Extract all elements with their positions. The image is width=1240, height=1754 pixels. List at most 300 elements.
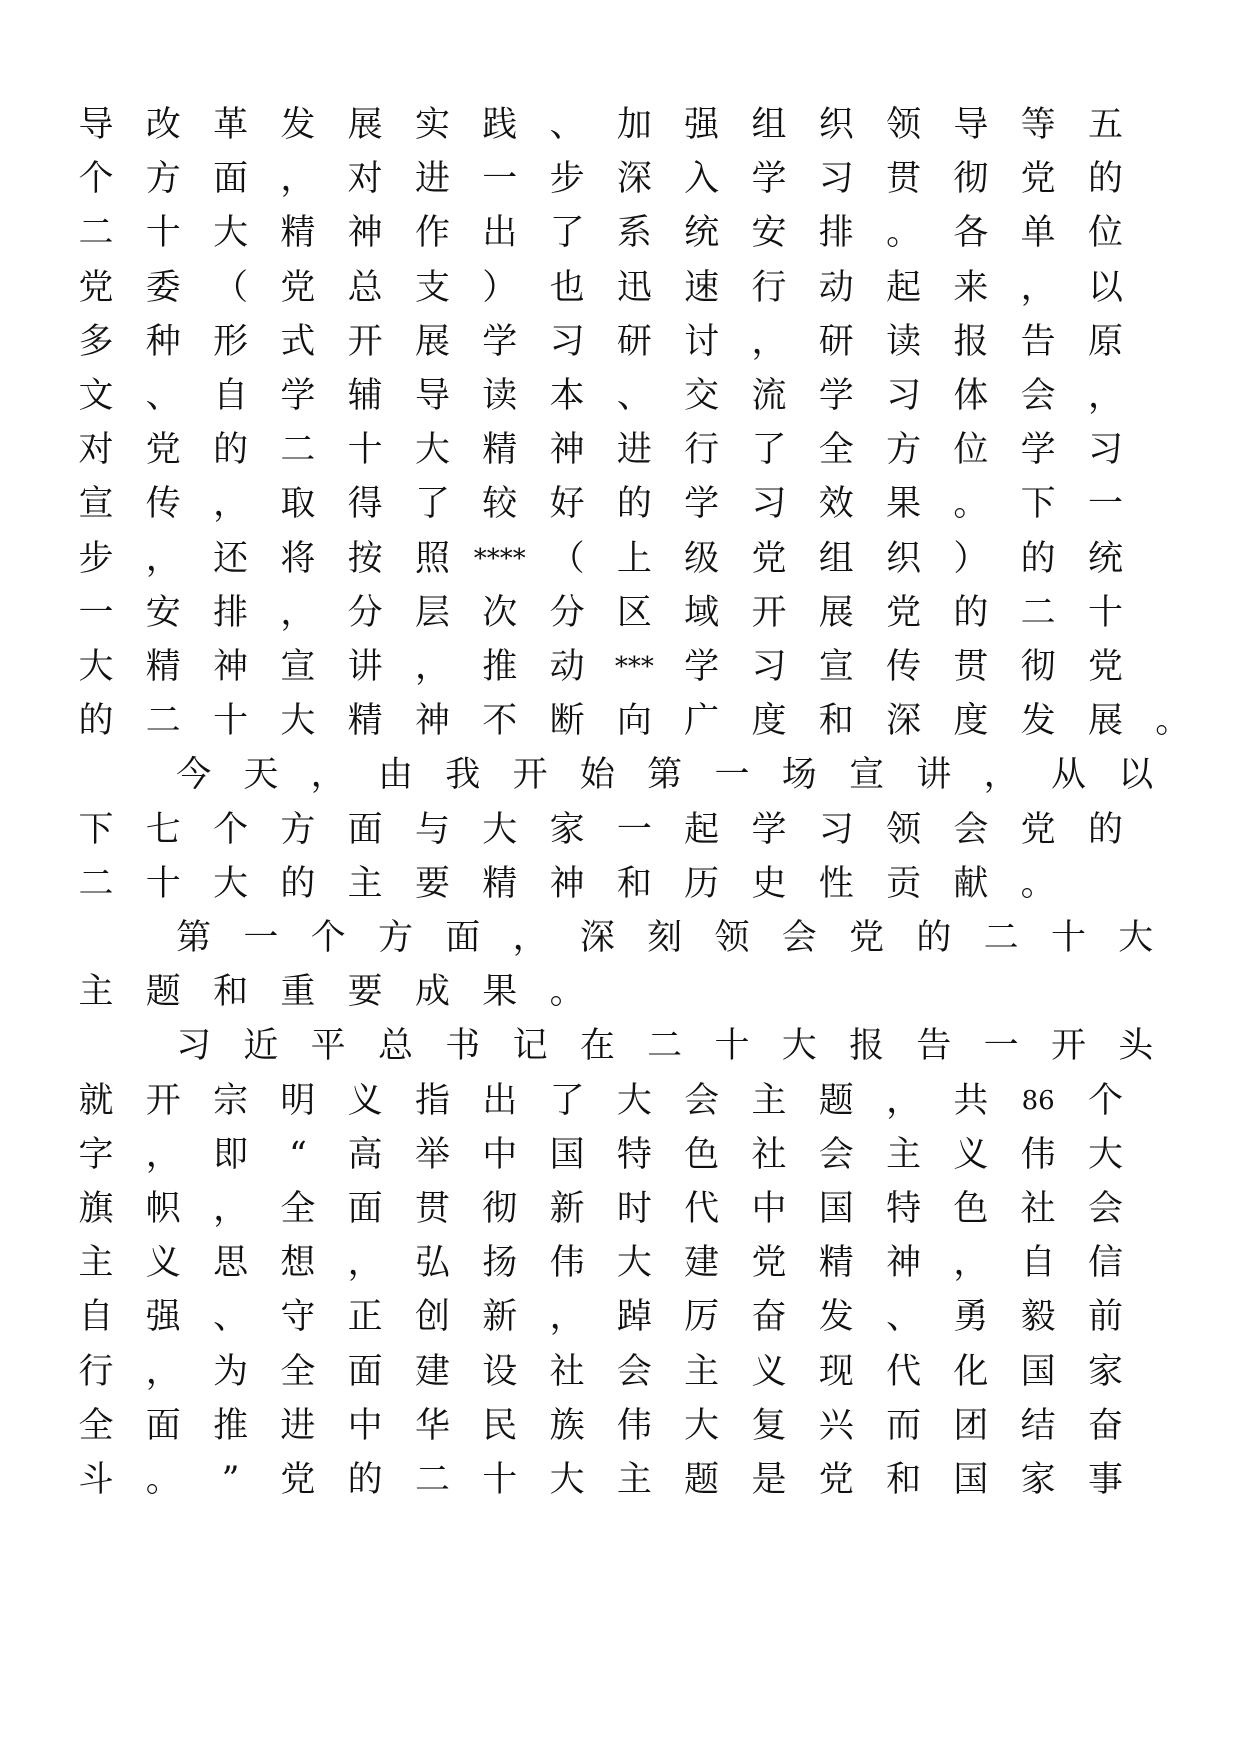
text-line [0,1342,1240,1402]
character: 级 [684,538,720,579]
character: 神 [886,1243,922,1284]
character: 奋 [1087,1405,1123,1446]
character: 代 [684,1189,720,1229]
character: 断 [549,701,585,742]
text-line [0,1071,1240,1131]
character: 。 [1155,701,1191,742]
character: 面 [145,1405,181,1446]
character: 复 [751,1405,787,1446]
character: 伟 [549,1243,585,1284]
text-line [0,800,1240,860]
character: 主 [78,972,114,1013]
text-line [0,1179,1240,1239]
character: 体 [953,376,989,416]
character: 色 [684,1134,720,1175]
character: 作 [414,213,450,254]
character: 领 [886,105,922,145]
character: 党 [751,538,787,579]
character: 党 [849,918,885,958]
character: 了 [414,484,450,525]
character: 彻 [953,159,989,200]
character: 告 [916,1026,952,1067]
character: 今 [176,755,212,796]
character: 字 [78,1134,114,1175]
character: 习 [751,647,787,687]
character: 五 [1087,105,1123,145]
character: 学 [684,484,720,525]
character: ， [145,1351,181,1392]
text-line [0,1125,1240,1185]
character: 等 [1020,105,1056,145]
character: 二 [647,1026,683,1067]
character: 主 [347,863,383,904]
character: 报 [849,1026,885,1067]
character: 入 [684,159,720,200]
character: 建 [414,1351,450,1392]
character: ， [886,1080,922,1121]
character: 支 [414,267,450,308]
character: 实 [414,105,450,145]
text-line [0,312,1240,372]
character: 传 [145,484,181,525]
character: 组 [818,538,854,579]
character: 来 [953,267,989,308]
character: ， [751,321,787,362]
character: 社 [1020,1189,1056,1229]
character: 中 [482,1134,518,1175]
character: 织 [818,105,854,145]
character: 明 [280,1080,316,1121]
character: 学 [751,159,787,200]
character: 流 [751,376,787,416]
character: 式 [280,321,316,362]
character: 第 [647,755,683,796]
character: 位 [1087,213,1123,254]
character: 开 [347,321,383,362]
text-line [0,962,1240,1022]
character: 出 [482,1080,518,1121]
character: 主 [616,1460,652,1500]
character: 会 [616,1351,652,1392]
character: 奋 [751,1297,787,1338]
character: 现 [818,1351,854,1392]
character: 信 [1087,1243,1123,1284]
character: 的 [953,592,989,633]
text-line [0,1396,1240,1456]
character: 践 [482,105,518,145]
character: 深 [886,701,922,742]
character: 贡 [886,863,922,904]
text-line [0,691,1240,751]
character: 党 [1087,647,1123,687]
text-line [0,745,1240,805]
character: 方 [145,159,181,200]
character: 取 [280,484,316,525]
character: ， [953,1243,989,1284]
character: 史 [751,863,787,904]
character: 精 [818,1243,854,1284]
text-line [0,1287,1240,1347]
character: 家 [1087,1351,1123,1392]
character: 将 [280,538,316,579]
character: 社 [751,1134,787,1175]
character: 行 [751,267,787,308]
character: 统 [684,213,720,254]
character: 、 [145,376,181,416]
character: 团 [953,1405,989,1446]
character: 近 [243,1026,279,1067]
character: 大 [616,1243,652,1284]
character: 学 [684,647,720,687]
character: 、 [616,376,652,416]
character: 大 [213,213,249,254]
character: 献 [953,863,989,904]
character: ） [482,267,518,308]
text-line [0,583,1240,643]
character: 一 [243,918,279,958]
character: 各 [953,213,989,254]
character: 精 [145,647,181,687]
character: 全 [818,430,854,471]
character: 二 [1020,592,1056,633]
character: 贯 [953,647,989,687]
character: 场 [781,755,817,796]
character: 国 [953,1460,989,1500]
character: 即 [213,1134,249,1175]
character: 会 [684,1080,720,1121]
character: 个 [213,809,249,850]
character: 学 [482,321,518,362]
character: 讲 [916,755,952,796]
character: 十 [213,701,249,742]
character: 面 [213,159,249,200]
character: 是 [751,1460,787,1500]
character: 大 [781,1026,817,1067]
character: 伟 [616,1405,652,1446]
character: 华 [414,1405,450,1446]
character: 想 [280,1243,316,1284]
character: 学 [751,809,787,850]
character: 大 [213,863,249,904]
character: 十 [145,863,181,904]
character: 读 [886,321,922,362]
character: 旗 [78,1189,114,1229]
character: 会 [1020,376,1056,416]
character: 勇 [953,1297,989,1338]
character: 创 [414,1297,450,1338]
character: 分 [347,592,383,633]
character: 国 [818,1189,854,1229]
character: 的 [347,1460,383,1500]
character: 、 [886,1297,922,1338]
character: 正 [347,1297,383,1338]
text-line [0,854,1240,914]
character: 会 [953,809,989,850]
character: （ [213,267,249,308]
character: 而 [886,1405,922,1446]
character: 自 [213,376,249,416]
character: 习 [818,809,854,850]
character: 。 [549,972,585,1013]
character: 强 [684,105,720,145]
character: 对 [78,430,114,471]
character: 民 [482,1405,518,1446]
character: 研 [616,321,652,362]
character: 国 [1020,1351,1056,1392]
character: 事 [1087,1460,1123,1500]
character: 宗 [213,1080,249,1121]
character: ， [512,918,548,958]
character: 系 [616,213,652,254]
text-line [0,1450,1240,1510]
character: 强 [145,1297,181,1338]
character: 、 [549,105,585,145]
character: 的 [1087,809,1123,850]
character: 代 [886,1351,922,1392]
character: 为 [213,1351,249,1392]
character: 前 [1087,1297,1123,1338]
character: 国 [549,1134,585,1175]
character: 二 [78,213,114,254]
character: 族 [549,1405,585,1446]
character: 加 [616,105,652,145]
character: 彻 [1020,647,1056,687]
character: 会 [818,1134,854,1175]
character: 行 [78,1351,114,1392]
character: 大 [1087,1134,1123,1175]
character: 色 [953,1189,989,1229]
character: 方 [886,430,922,471]
character: 的 [1020,538,1056,579]
character: 举 [414,1134,450,1175]
character: 原 [1087,321,1123,362]
character: 展 [414,321,450,362]
character: 重 [280,972,316,1013]
character: 题 [818,1080,854,1121]
character: 的 [916,918,952,958]
text-line [0,1016,1240,1076]
character: 结 [1020,1405,1056,1446]
character: 告 [1020,321,1056,362]
character: 。 [953,484,989,525]
character: 神 [347,213,383,254]
character: 开 [512,755,548,796]
character: 要 [347,972,383,1013]
character: 学 [280,376,316,416]
character: 一 [1087,484,1123,525]
character: 天 [243,755,279,796]
character: 文 [78,376,114,416]
character: “ [288,1134,307,1175]
character: 习 [549,321,585,362]
character: 了 [751,430,787,471]
character: 进 [414,159,450,200]
character: 中 [751,1189,787,1229]
character: 平 [310,1026,346,1067]
character: 次 [482,592,518,633]
character: 领 [886,809,922,850]
character: 扬 [482,1243,518,1284]
character: 交 [684,376,720,416]
character: 向 [616,701,652,742]
character: 二 [280,430,316,471]
character: 兴 [818,1405,854,1446]
character: 十 [1050,918,1086,958]
character: 进 [280,1405,316,1446]
character: 宣 [280,647,316,687]
character: 深 [616,159,652,200]
character: 速 [684,267,720,308]
character: 时 [616,1189,652,1229]
character: 特 [886,1189,922,1229]
character: 推 [482,647,518,687]
character: 讲 [347,647,383,687]
character: 分 [549,592,585,633]
character: 导 [953,105,989,145]
character: 成 [414,972,450,1013]
character: 主 [751,1080,787,1121]
character: 二 [414,1460,450,1500]
character: 。 [886,213,922,254]
text-line [0,203,1240,263]
character: 由 [377,755,413,796]
character: 高 [347,1134,383,1175]
character: 化 [953,1351,989,1392]
character: ， [1087,376,1123,416]
character: 厉 [684,1297,720,1338]
character: ， [347,1243,383,1284]
character: 广 [684,701,720,742]
character: 得 [347,484,383,525]
character: 和 [818,701,854,742]
character: 迅 [616,267,652,308]
character: 从 [1050,755,1086,796]
character: 书 [445,1026,481,1067]
character: 大 [482,809,518,850]
character: 中 [347,1405,383,1446]
character: 记 [512,1026,548,1067]
character: 果 [886,484,922,525]
character: 安 [145,592,181,633]
character: 。 [1020,863,1056,904]
character: 总 [377,1026,413,1067]
character: 特 [616,1134,652,1175]
character: 题 [145,972,181,1013]
character: 的 [78,701,114,742]
character: 习 [1087,430,1123,471]
character: 十 [1087,592,1123,633]
character: 出 [482,213,518,254]
text-line [0,529,1240,589]
character: 起 [684,809,720,850]
character: 方 [280,809,316,850]
character: 位 [953,430,989,471]
character: 大 [549,1460,585,1500]
character: 照 [414,538,450,579]
character: 辅 [347,376,383,416]
character: 二 [78,863,114,904]
character: 第 [176,918,212,958]
character: 一 [78,592,114,633]
character: ” [221,1460,240,1500]
character: 在 [579,1026,615,1067]
character: 与 [414,809,450,850]
character: 展 [347,105,383,145]
character: 全 [78,1405,114,1446]
character: 义 [953,1134,989,1175]
character: 了 [549,213,585,254]
character: 二 [983,918,1019,958]
character: 动 [549,647,585,687]
character: 传 [886,647,922,687]
character: 展 [1087,701,1123,742]
character: 上 [616,538,652,579]
character: 大 [280,701,316,742]
text-line [0,258,1240,318]
character: 发 [280,105,316,145]
character: 面 [347,1351,383,1392]
character: 宣 [78,484,114,525]
character: 推 [213,1405,249,1446]
character: 自 [1020,1243,1056,1284]
character: 发 [1020,701,1056,742]
character: 度 [751,701,787,742]
character: 十 [145,213,181,254]
character: ， [549,1297,585,1338]
character: 习 [818,159,854,200]
text-line [0,420,1240,480]
character: 组 [751,105,787,145]
character: 改 [145,105,181,145]
character: 精 [347,701,383,742]
character: ， [145,538,181,579]
character: 了 [549,1080,585,1121]
character: 也 [549,267,585,308]
character: 党 [1020,159,1056,200]
character: 学 [818,376,854,416]
character: 行 [684,430,720,471]
character: 个 [78,159,114,200]
character: 历 [684,863,720,904]
character: 大 [684,1405,720,1446]
character: 踔 [616,1297,652,1338]
character: 性 [818,863,854,904]
character: 研 [818,321,854,362]
character: 方 [377,918,413,958]
character: 义 [347,1080,383,1121]
text-line [0,95,1240,155]
character: 步 [549,159,585,200]
character: 大 [616,1080,652,1121]
character: 进 [616,430,652,471]
character: 就 [78,1080,114,1121]
character: 本 [549,376,585,416]
character: 委 [145,267,181,308]
character: 神 [549,430,585,471]
character: 弘 [414,1243,450,1284]
character: ， [213,484,249,525]
character: 安 [751,213,787,254]
character: 、 [213,1297,249,1338]
character: 好 [549,484,585,525]
character: 单 [1020,213,1056,254]
character: 开 [1050,1026,1086,1067]
character: 党 [886,592,922,633]
character: 十 [714,1026,750,1067]
character: 总 [347,267,383,308]
character: 会 [781,918,817,958]
character: **** [473,543,526,574]
